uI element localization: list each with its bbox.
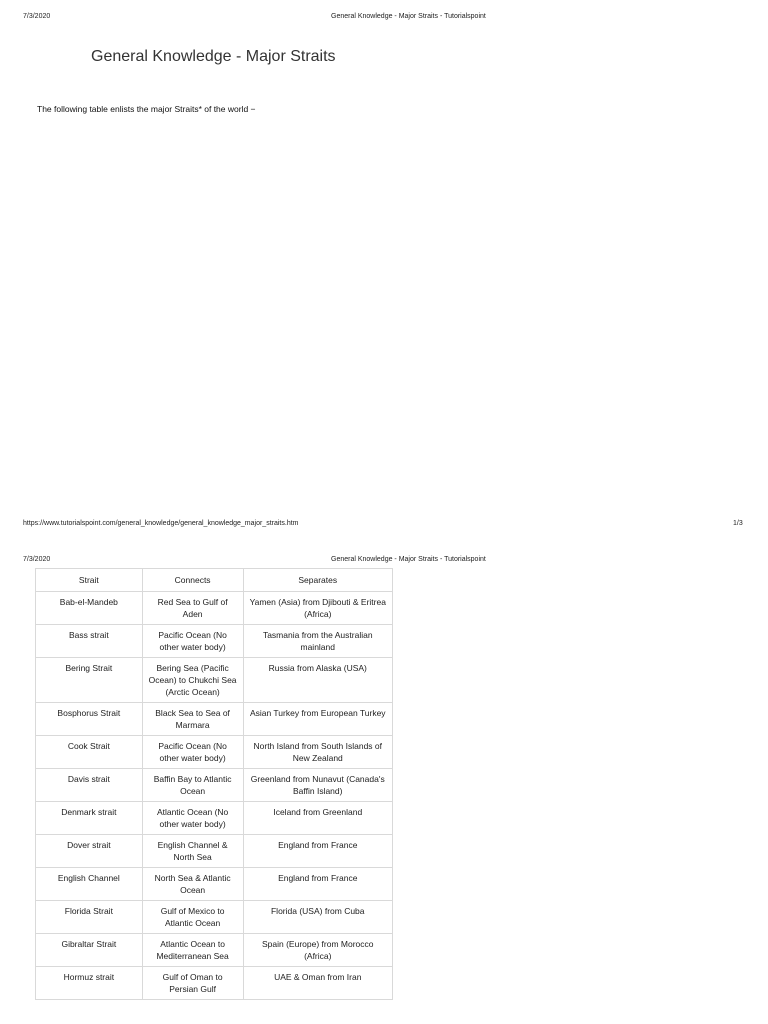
page-title: General Knowledge - Major Straits — [91, 48, 336, 65]
connects-cell: Black Sea to Sea of Marmara — [142, 703, 243, 736]
page-header-date: 7/3/2020 — [23, 556, 51, 563]
separates-cell: Russia from Alaska (USA) — [243, 658, 392, 703]
separates-cell: Tasmania from the Australian mainland — [243, 625, 392, 658]
separates-cell: Yamen (Asia) from Djibouti & Eritrea (Africa) — [243, 592, 392, 625]
strait-cell: Florida Strait — [36, 901, 143, 934]
page-number: 1/3 — [733, 520, 743, 527]
strait-cell: Bass strait — [36, 625, 143, 658]
strait-cell: Hormuz strait — [36, 967, 143, 1000]
table-row — [36, 736, 393, 769]
connects-cell: Atlantic Ocean to Mediterranean Sea — [142, 934, 243, 967]
table-row — [36, 802, 393, 835]
table-header-row — [36, 569, 393, 592]
page-footer-url[interactable]: https://www.tutorialspoint.com/general_knowledge/general_knowledge_major_straits.htm — [23, 520, 299, 527]
connects-cell: Gulf of Mexico to Atlantic Ocean — [142, 901, 243, 934]
strait-cell: Davis strait — [36, 769, 143, 802]
table-row — [36, 934, 393, 967]
table-row — [36, 868, 393, 901]
table-row — [36, 658, 393, 703]
table-row — [36, 625, 393, 658]
separates-cell: Iceland from Greenland — [243, 802, 392, 835]
column-header-connects: Connects — [142, 569, 243, 592]
separates-cell: England from France — [243, 835, 392, 868]
connects-cell: English Channel & North Sea — [142, 835, 243, 868]
table-row — [36, 835, 393, 868]
strait-cell: English Channel — [36, 868, 143, 901]
connects-cell: Red Sea to Gulf of Aden — [142, 592, 243, 625]
page-header-date: 7/3/2020 — [23, 13, 51, 20]
separates-cell: Greenland from Nunavut (Canada's Baffin Island) — [243, 769, 392, 802]
table-row — [36, 592, 393, 625]
page-header-title: General Knowledge - Major Straits - Tutorialspoint — [331, 556, 486, 563]
strait-cell: Bab-el-Mandeb — [36, 592, 143, 625]
column-header-separates: Separates — [243, 569, 392, 592]
table-row — [36, 769, 393, 802]
strait-cell: Dover strait — [36, 835, 143, 868]
straits-table — [35, 568, 393, 1000]
page-header-title: General Knowledge - Major Straits - Tutorialspoint — [331, 13, 486, 20]
separates-cell: UAE & Oman from Iran — [243, 967, 392, 1000]
table-row — [36, 703, 393, 736]
connects-cell: Baffin Bay to Atlantic Ocean — [142, 769, 243, 802]
connects-cell: Atlantic Ocean (No other water body) — [142, 802, 243, 835]
strait-cell: Gibraltar Strait — [36, 934, 143, 967]
connects-cell: Gulf of Oman to Persian Gulf — [142, 967, 243, 1000]
table-row — [36, 901, 393, 934]
separates-cell: Florida (USA) from Cuba — [243, 901, 392, 934]
connects-cell: Bering Sea (Pacific Ocean) to Chukchi Sea (Arctic Ocean) — [142, 658, 243, 703]
separates-cell: North Island from South Islands of New Zealand — [243, 736, 392, 769]
separates-cell: England from France — [243, 868, 392, 901]
separates-cell: Spain (Europe) from Morocco (Africa) — [243, 934, 392, 967]
strait-cell: Bosphorus Strait — [36, 703, 143, 736]
table-row — [36, 967, 393, 1000]
intro-text: The following table enlists the major Straits* of the world − — [37, 104, 256, 114]
connects-cell: Pacific Ocean (No other water body) — [142, 736, 243, 769]
separates-cell: Asian Turkey from European Turkey — [243, 703, 392, 736]
connects-cell: Pacific Ocean (No other water body) — [142, 625, 243, 658]
column-header-strait: Strait — [36, 569, 143, 592]
strait-cell: Denmark strait — [36, 802, 143, 835]
strait-cell: Cook Strait — [36, 736, 143, 769]
connects-cell: North Sea & Atlantic Ocean — [142, 868, 243, 901]
strait-cell: Bering Strait — [36, 658, 143, 703]
